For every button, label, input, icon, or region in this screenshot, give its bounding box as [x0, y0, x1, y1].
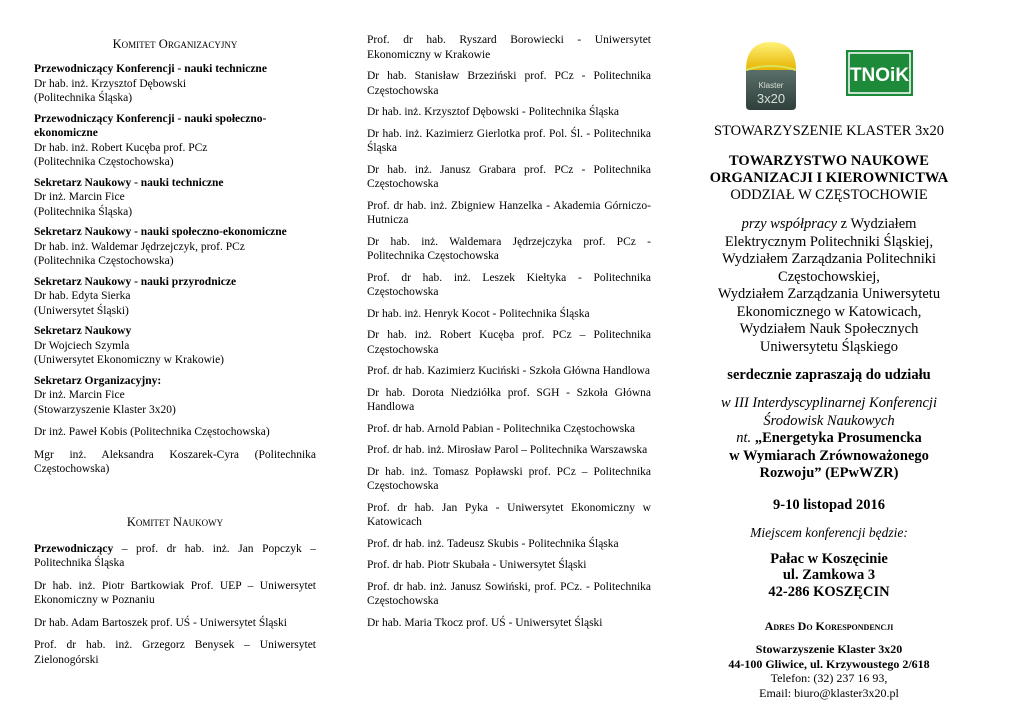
venue-city: 42-286 KOSZĘCIN	[768, 583, 890, 600]
tnoik-logo-text: TNOiK	[849, 65, 910, 86]
badge-text-1: Klaster	[758, 81, 784, 90]
scientific-member: Dr hab. inż. Waldemara Jędrzejczyka prof. PCz - Politechnika Częstochowska	[367, 235, 651, 262]
org-member	[34, 225, 316, 269]
scientific-member: Prof. dr hab. Jan Pyka - Uniwersytet Ekonomiczny w Katowicach	[367, 501, 651, 528]
scientific-committee-heading: Komitet Naukowy	[126, 514, 224, 529]
member-affiliation: (Politechnika Śląska)	[34, 92, 133, 104]
cooperation-line: z Wydziałem	[837, 216, 917, 232]
tnoik-logo	[846, 50, 913, 96]
venue-label: Miejscem konferencji będzie:	[750, 524, 908, 540]
member-name: Dr hab. inż. Robert Kucęba prof. PCz	[34, 141, 208, 154]
conference-title-line-2: w Wymiarach Zrównoważonego	[729, 447, 929, 464]
org-member	[34, 176, 316, 220]
chair-role: Przewodniczący	[34, 542, 114, 555]
org-member-extra: Dr inż. Paweł Kobis (Politechnika Częstochowska)	[34, 426, 270, 438]
venue-block	[700, 551, 958, 601]
cooperation-line: Wydziałem Nauk Społecznych	[739, 321, 919, 337]
org-member-extra: Mgr inż. Aleksandra Koszarek-Cyra (Politechnika Częstochowska)	[34, 448, 316, 475]
scientific-member: Dr hab. Dorota Niedziółka prof. SGH - Szkoła Główna Handlowa	[367, 386, 651, 413]
scientific-chair	[34, 542, 316, 571]
member-affiliation: (Politechnika Śląska)	[34, 205, 133, 218]
branch-name: ODDZIAŁ W CZĘSTOCHOWIE	[730, 187, 928, 203]
tnoik-name-1: TOWARZYSTWO NAUKOWE	[729, 153, 929, 169]
scientific-member: Dr hab. inż. Janusz Grabara prof. PCz - Politechnika Częstochowska	[367, 163, 651, 190]
scientific-member: Prof. dr hab. Piotr Skubała - Uniwersytet Śląski	[367, 559, 587, 571]
cooperation-block	[700, 216, 958, 356]
chair-name: – prof. dr hab. inż. Jan Popczyk – Politechnika Śląska	[34, 542, 316, 569]
scientific-member: Prof. dr hab. inż. Mirosław Parol – Politechnika Warszawska	[367, 444, 648, 456]
scientific-member: Dr hab. inż. Tomasz Popławski prof. PCz – Politechnika Częstochowska	[367, 465, 651, 492]
conference-block	[700, 395, 958, 483]
member-role: Sekretarz Organizacyjny:	[34, 374, 162, 387]
conference-line-1: w III Interdyscyplinarnej Konferencji	[721, 395, 937, 411]
scientific-member: Dr hab. inż. Piotr Bartkowiak Prof. UEP – Uniwersytet Ekonomiczny w Poznaniu	[34, 579, 316, 606]
member-name: Dr hab. inż. Krzysztof Dębowski	[34, 77, 187, 90]
scientific-member: Prof. dr hab. inż. Zbigniew Hanzelka - Akademia Górniczo-Hutnicza	[367, 199, 651, 226]
member-name: Dr hab. Edyta Sierka	[34, 290, 131, 302]
member-role: Przewodniczący Konferencji - nauki techniczne	[34, 63, 267, 75]
address-street: 44-100 Gliwice, ul. Krzywoustego 2/618	[728, 656, 930, 671]
member-affiliation: (Uniwersytet Ekonomiczny w Krakowie)	[34, 354, 225, 366]
cooperation-line: Wydziałem Zarządzania Politechniki	[721, 251, 937, 267]
address-block	[700, 642, 958, 700]
address-email: Email: biuro@klaster3x20.pl	[759, 685, 899, 700]
logos	[700, 0, 958, 115]
organizing-column	[34, 0, 316, 667]
scientific-member: Prof. dr hab. inż. Janusz Sowiński, prof. PCz. - Politechnika Częstochowska	[367, 580, 651, 607]
correspondence-heading: Adres Do Korespondencji	[764, 619, 894, 633]
scientific-member: Dr hab. inż. Robert Kucęba prof. PCz – Politechnika Częstochowska	[367, 329, 651, 356]
conference-date: 9-10 listopad 2016	[773, 496, 885, 513]
scientific-member: Dr hab. inż. Kazimierz Gierlotka prof. Pol. Śl. - Politechnika Śląska	[367, 127, 651, 154]
member-affiliation: (Politechnika Częstochowska)	[34, 156, 174, 168]
association-name: STOWARZYSZENIE KLASTER 3x20	[713, 123, 945, 139]
member-name: Dr Wojciech Szymla	[34, 339, 130, 352]
cooperation-line: Uniwersytetu Śląskiego	[759, 338, 899, 355]
cooperation-line-1	[700, 216, 958, 234]
scientific-member: Prof. dr hab. inż. Grzegorz Benysek – Uniwersytet Zielonogórski	[34, 639, 316, 666]
scientific-committee-list	[367, 33, 651, 630]
member-name: Dr inż. Marcin Fice	[34, 191, 125, 203]
member-role: Sekretarz Naukowy - nauki społeczno-ekonomiczne	[34, 226, 287, 238]
conference-nt: nt.	[736, 430, 755, 446]
cooperation-label: przy współpracy	[741, 216, 838, 232]
scientific-member: Dr hab. Maria Tkocz prof. UŚ - Uniwersytet Śląski	[367, 616, 603, 629]
conference-line-2: Środowisk Naukowych	[763, 412, 895, 429]
badge-text-2: 3x20	[756, 91, 786, 106]
org-member	[34, 112, 316, 170]
address-org: Stowarzyszenie Klaster 3x20	[755, 642, 903, 656]
tnoik-name-2: ORGANIZACJI I KIEROWNICTWA	[709, 170, 949, 186]
venue-street: ul. Zamkowa 3	[782, 567, 876, 583]
klaster-3x20-logo	[744, 40, 798, 112]
org-member	[34, 374, 316, 418]
member-name: Dr inż. Marcin Fice	[34, 389, 125, 401]
scientific-member: Prof. dr hab. Ryszard Borowiecki - Uniwersytet Ekonomiczny w Krakowie	[367, 34, 651, 61]
conference-title-line-1	[700, 430, 958, 448]
scientific-member: Dr hab. inż. Henryk Kocot - Politechnika Śląska	[367, 307, 590, 320]
member-role: Sekretarz Naukowy - nauki techniczne	[34, 176, 224, 189]
invitation-column	[700, 0, 958, 700]
org-member	[34, 324, 316, 368]
cooperation-line: Częstochowskiej,	[778, 268, 880, 285]
scientific-member: Prof. dr hab. inż. Tadeusz Skubis - Politechnika Śląska	[367, 537, 619, 550]
member-name: Dr hab. inż. Waldemar Jędrzejczyk, prof. PCz	[34, 240, 245, 253]
member-affiliation: (Uniwersytet Śląski)	[34, 304, 129, 317]
member-affiliation: (Stowarzyszenie Klaster 3x20)	[34, 403, 176, 416]
cooperation-line: Wydziałem Zarządzania Uniwersytetu	[717, 286, 941, 302]
scientific-member: Dr hab. Adam Bartoszek prof. UŚ - Uniwersytet Śląski	[34, 616, 287, 629]
member-role: Sekretarz Naukowy	[34, 325, 132, 337]
conference-title-part: „Energetyka Prosumencka	[754, 430, 922, 446]
organizing-committee-heading: Komitet Organizacyjny	[112, 37, 238, 51]
conference-title-line-3: Rozwoju” (EPwWZR)	[759, 465, 899, 481]
scientific-member: Dr hab. Stanisław Brzeziński prof. PCz - Politechnika Częstochowska	[367, 70, 651, 97]
cooperation-line: Elektrycznym Politechniki Śląskiej,	[724, 233, 934, 250]
org-member	[34, 275, 316, 319]
member-affiliation: (Politechnika Częstochowska)	[34, 255, 174, 267]
scientific-member: Prof. dr hab. Arnold Pabian - Politechnika Częstochowska	[367, 422, 635, 435]
scientific-member: Prof. dr hab. Kazimierz Kuciński - Szkoła Główna Handlowa	[367, 365, 650, 377]
address-phone: Telefon: (32) 237 16 93,	[770, 671, 888, 685]
member-role: Przewodniczący Konferencji - nauki społeczno-ekonomiczne	[34, 112, 267, 139]
scientific-member: Dr hab. inż. Krzysztof Dębowski - Politechnika Śląska	[367, 106, 619, 118]
scientific-member: Prof. dr hab. inż. Leszek Kiełtyka - Politechnika Częstochowska	[367, 271, 651, 298]
org-member	[34, 62, 316, 106]
cooperation-line: Ekonomicznego w Katowicach,	[736, 303, 922, 320]
venue-name: Pałac w Koszęcinie	[770, 550, 888, 567]
member-role: Sekretarz Naukowy - nauki przyrodnicze	[34, 275, 237, 288]
invitation-text: serdecznie zapraszają do udziału	[727, 367, 931, 383]
